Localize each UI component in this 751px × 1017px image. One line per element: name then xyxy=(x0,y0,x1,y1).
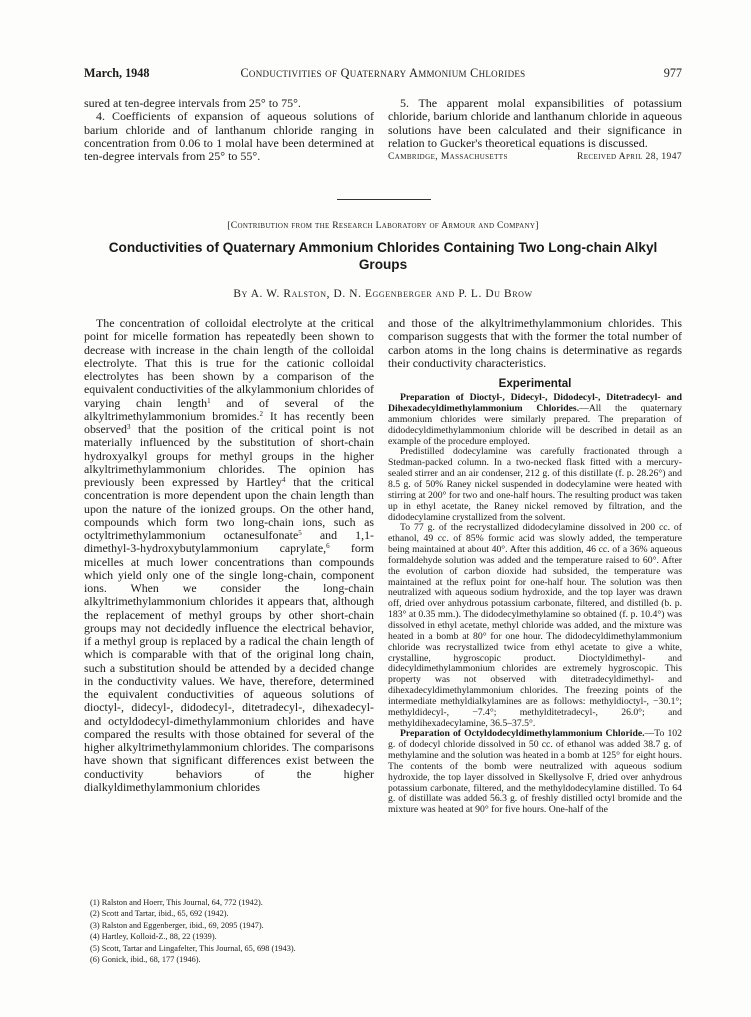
signature-line xyxy=(388,151,682,164)
footnote: (4) Hartley, Kolloid-Z., 88, 22 (1939). xyxy=(90,932,217,942)
intro-paragraph-continued: and those of the alkyltrimethylammonium chlorides. This comparison suggests that with the former the total number of carbon atoms in the long chains is determinative as regards their conductivity characteristics. xyxy=(388,316,682,370)
procedure-paragraph: Preparation of Octyldodecyldimethylammonium Chloride.—To 102 g. of dodecyl chloride dissolved in 50 cc. of ethanol was added 38.7 g. of methylamine and the solution was heated in a bomb at 125° for eight hours. The contents of the bomb were neutralized with aqueous sodium hydroxide, the top layer dissolved in Skellysolve F, dried over anhydrous potassium carbonate, filtered, and the methyldodecylamine distilled. To 64 g. of distillate was added 56.3 g. of freshly distilled octyl bromide and the mixture was heated at 90° for five hours. One-half of the xyxy=(388,728,682,816)
procedure-paragraph: To 77 g. of the recrystallized didodecylamine dissolved in 200 cc. of ethanol, 49 cc. of 85% formic acid was slowly added, the temperature being maintained at about 40°. After this addition, 46 cc. of a 36% aqueous formaldehyde solution was added and the temperature raised to 60°. After the evolution of carbon dioxide had subsided, the temperature was maintained at the reflux point for one-half hour. The solution was then neutralized with aqueous sodium hydroxide, and the top layer was drawn off, dried over anhydrous potassium carbonate, filtered, and distilled (b. p. 183° at 0.35 mm.). The didodecylmethylamine so obtained (f. p. 10.4°) was dissolved in ethyl acetate, methyl chloride was added, and the mixture was heated in a bomb at 80° for one hour. The didodecyldimethylammonium chloride was recrystallized twice from ethyl acetate to give a white, crystalline, hygroscopic product. Dioctyldimethyl- and didecyldimethylammonium chlorides are extremely hygroscopic. This property was not observed with ditetradecyldimethyl- and dihexadecyldimethylammonium chlorides. The freezing points of the intermediate methyldialkylamines are as follows: methyldioctyl-, −30.1°; methyldidecyl-, −7.4°; methylditetradecyl-, 26.0°; and methyldihexadecylamine, 36.5–37.5°. xyxy=(388,522,682,729)
contribution-line: [Contribution from the Research Laboratory of Armour and Company] xyxy=(227,220,539,231)
previous-article-summary-left xyxy=(84,97,374,163)
footnote-ref-1[interactable]: 1 xyxy=(207,396,211,405)
issue-date: March, 1948 xyxy=(84,66,150,80)
footnote-ref-4[interactable]: 4 xyxy=(281,476,286,484)
footnote-ref-2[interactable]: 2 xyxy=(259,409,264,418)
procedure-paragraph: Predistilled dodecylamine was carefully fractionated through a Stedman-packed column. In a two-necked flask fitted with a mercury-sealed stirrer and an air condenser, 212 g. of this distillate (f. p. 28.26°) and 8.5 g. of 50% Raney nickel suspended in dodecylamine were heated with stirring at 200° for two and one-half hours. The resulting product was taken up in ethyl acetate, the Raney nickel removed by filtration, and the didodecylamine crystallized from the solvent. xyxy=(388,446,682,523)
footnote: (3) Ralston and Eggenberger, ibid., 69, 2095 (1947). xyxy=(90,920,264,930)
section-heading-experimental: Experimental xyxy=(498,377,572,390)
body-column-left xyxy=(84,317,374,794)
article-title: Conductivities of Quaternary Ammonium Chlorides Containing Two Long-chain Alkyl Groups xyxy=(108,240,658,272)
summary-item-4: 4. Coefficients of expansion of aqueous solutions of barium chloride and of lanthanum chloride ranging in concentration from 0.06 to 1 molal have been determined at ten-degree intervals from 25° to 55°. xyxy=(84,109,374,164)
run-in-heading: Preparation of Octyldodecyldimethylammonium Chloride. xyxy=(400,728,645,740)
intro-paragraph: The concentration of colloidal electrolyte at the critical point for micelle formation has repeatedly been shown to decrease with increase in the chain length of the colloidal electrolyte. That this is true for the cationic colloidal electrolytes has been shown by a comparison of the equivalent conductivities of the alkylammonium chlorides of varying chain length$^1$ and of several of the alkyltrimethylammonium bromides.$^2$ It has recently been observed$^3$ that the position of the critical point is not materially influenced by the substitution of short-chain hydroxyalkyl groups for methyl groups in the higher alkyltrimethylammonium chlorides. The opinion has previously been expressed by Hartley$^4$ that the critical concentration is more dependent upon the chain length than upon the nature of the ionized groups. On the other hand, compounds which form two long-chain ions, such as octyltrimethylammonium octanesulfonate$^5$ and 1,1-dimethyl-3-hydroxybutylammonium caprylate,$^6$ form micelles at much lower concentrations than compounds which yield only one of the single long-chain, component ions. When we consider the long-chain alkyltrimethylammonium chlorides it appears that, although the replacement of methyl groups by other short-chain groups may not decidedly influence the electrical behavior, if a methyl group is replaced by a radical the chain length of which is comparable with that of the original long chain, such a substitution should be attended by a decided change in the conductivity values. We have, therefore, determined the equivalent conductivities of aqueous solutions of dioctyl-, didecyl-, didodecyl-, ditetradecyl-, dihexadecyl- and octyldodecyl-dimethylammonium chlorides and have compared the results with those obtained for several of the higher alkyltrimethylammonium chlorides. The comparisons have shown that significant differences exist between the conductivity behaviors of the higher dialkyldimethylammonium chlorides xyxy=(84,316,375,794)
footnote: (1) Ralston and Hoerr, This Journal, 64, 772 (1942). xyxy=(90,898,263,907)
signature-place: Cambridge, Massachusetts xyxy=(388,152,508,163)
summary-item-5: 5. The apparent molal expansibilities of potassium chloride, barium chloride and lanthanum chloride in aqueous solutions have been calculated and their significance in relation to Gucker's theoretical equations is discussed. xyxy=(388,96,682,150)
footnote-ref-5[interactable]: 5 xyxy=(298,529,302,537)
body-column-right xyxy=(388,317,682,816)
summary-item-3-end: sured at ten-degree intervals from 25° to 75°. xyxy=(84,96,301,110)
procedure-paragraph: Preparation of Dioctyl-, Didecyl-, Didodecyl-, Ditetradecyl- and Dihexadecyldimethylammonium Chlorides.—All the quaternary ammonium chlorides were similarly prepared. The preparation of didodecyldimethylammonium chloride will be described in detail as an example of the procedure employed. xyxy=(388,392,682,447)
run-in-heading: Preparation of Dioctyl-, Didecyl-, Didodecyl-, Ditetradecyl- and Dihexadecyldimethylammonium Chlorides. xyxy=(388,392,682,415)
article-divider xyxy=(337,199,431,200)
signature-received: Received April 28, 1947 xyxy=(577,152,682,163)
author-line: By A. W. Ralston, D. N. Eggenberger and P. L. Du Brow xyxy=(233,288,533,300)
footnotes xyxy=(84,897,374,965)
running-title: Conductivities of Quaternary Ammonium Chlorides xyxy=(240,66,526,80)
footnote-ref-3[interactable]: 3 xyxy=(126,423,131,431)
page-number: 977 xyxy=(663,66,682,80)
footnote: (6) Gonick, ibid., 68, 177 (1946). xyxy=(90,955,201,965)
previous-article-summary-right xyxy=(388,97,682,164)
footnote-ref-6[interactable]: 6 xyxy=(326,542,330,551)
footnote: (5) Scott, Tartar and Lingafelter, This Journal, 65, 698 (1943). xyxy=(90,943,296,953)
running-head xyxy=(84,66,682,82)
footnote: (2) Scott and Tartar, ibid., 65, 692 (1942). xyxy=(90,909,229,919)
